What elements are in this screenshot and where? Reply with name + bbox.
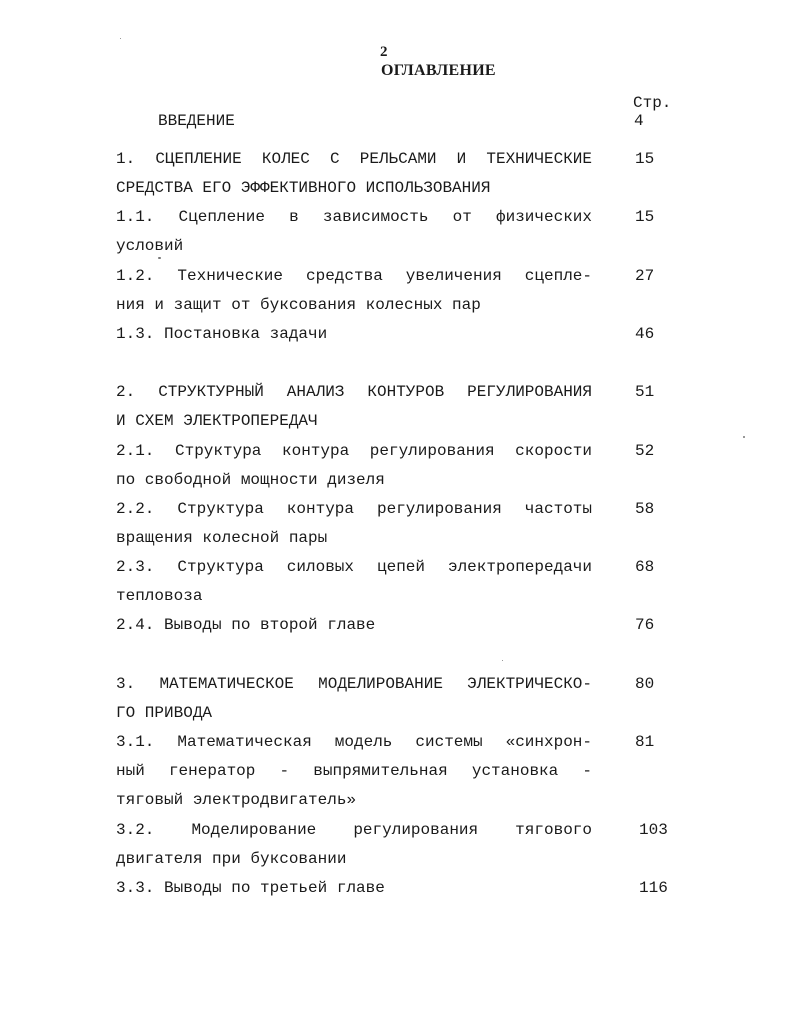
toc-entry-line: 2.1. Структура контура регулирования скорости [116,442,592,460]
toc-entry-page: 76 [635,616,655,634]
toc-entry-page: 80 [635,675,655,693]
toc-entry-page: 52 [635,442,655,460]
page-title: ОГЛАВЛЕНИЕ [381,62,496,79]
toc-entry-page: 51 [635,383,655,401]
page-number: 2 [380,44,388,60]
toc-entry [116,495,655,553]
toc-entry [116,874,668,903]
toc-entry-line: тяговый электродвигатель» [116,791,357,809]
toc-entry-line: 3. МАТЕМАТИЧЕСКОЕ МОДЕЛИРОВАНИЕ ЭЛЕКТРИЧЕСКО- [116,675,592,693]
toc-entry-line: 3.3. Выводы по третьей главе [116,879,385,897]
toc-entry [116,437,655,495]
toc-entry-page: 81 [635,733,655,751]
toc-entry [116,816,668,874]
toc-entry [116,728,655,815]
toc-entry [116,320,655,349]
toc-entry-page: 68 [635,558,655,576]
toc-entry-line: 3.2. Моделирование регулирования тягового [116,821,592,839]
toc-entry-line: ГО ПРИВОДА [116,704,213,722]
page-column-label: Стр. [633,94,672,112]
toc-entry-line: И СХЕМ ЭЛЕКТРОПЕРЕДАЧ [116,412,318,430]
toc-entry [116,611,655,640]
toc-entry-line: ния и защит от буксования колесных пар [116,296,481,314]
toc-entry [116,145,655,203]
toc-entry-line: тепловоза [116,587,203,605]
toc-entry [116,203,655,261]
toc-entry-line: 1. СЦЕПЛЕНИЕ КОЛЕС С РЕЛЬСАМИ И ТЕХНИЧЕСКИЕ [116,150,592,168]
toc-entry [116,262,655,320]
toc-intro-page: 4 [634,112,644,130]
toc-entry-line: 2. СТРУКТУРНЫЙ АНАЛИЗ КОНТУРОВ РЕГУЛИРОВАНИЯ [116,383,592,401]
toc-entry-line: 2.4. Выводы по второй главе [116,616,376,634]
toc-entry-line: 1.3. Постановка задачи [116,325,328,343]
toc-entry-page: 27 [635,267,655,285]
toc-entry-line: 1.1. Сцепление в зависимость от физических [116,208,592,226]
scan-speck [502,660,503,661]
toc-entry-line: по свободной мощности дизеля [116,471,385,489]
toc-entry [116,553,655,611]
toc-entry-page: 15 [635,208,655,226]
toc-entry-line: ный генератор - выпрямительная установка - [116,762,592,780]
toc-entry-line: 3.1. Математическая модель системы «синхрон- [116,733,592,751]
toc-entry-line: 2.3. Структура силовых цепей электропередачи [116,558,592,576]
toc-entry-page: 58 [635,500,655,518]
toc-entry-page: 116 [639,879,668,897]
toc-intro-title: ВВЕДЕНИЕ [158,112,235,130]
scan-speck [743,436,745,438]
toc-entry-line: 1.2. Технические средства увеличения сцепле- [116,267,592,285]
toc-entry [116,670,655,728]
toc-entry-line: вращения колесной пары [116,529,328,547]
toc-entry-line: СРЕДСТВА ЕГО ЭФФЕКТИВНОГО ИСПОЛЬЗОВАНИЯ [116,179,491,197]
toc-entry-line: условий [116,237,184,255]
toc-entry-page: 15 [635,150,655,168]
toc-entry-line: 2.2. Структура контура регулирования частоты [116,500,592,518]
toc-entry-page: 46 [635,325,655,343]
scan-speck [158,257,161,259]
toc-entry-page: 103 [639,821,668,839]
scan-speck [120,38,121,39]
toc-entry-line: двигателя при буксовании [116,850,347,868]
toc-entry [116,378,655,436]
